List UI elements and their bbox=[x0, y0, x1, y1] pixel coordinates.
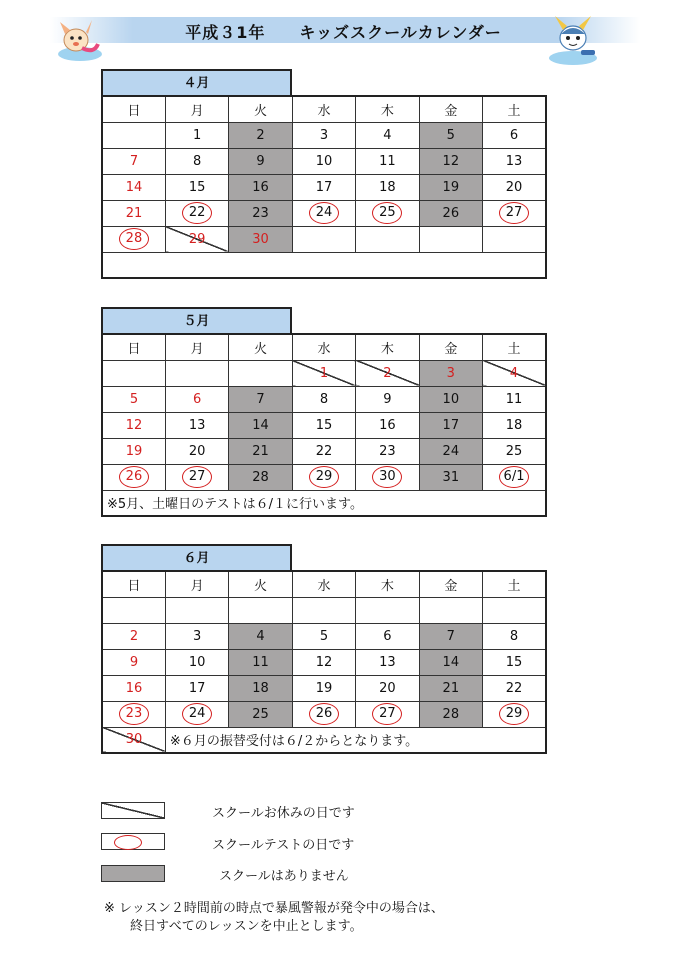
day-cell bbox=[356, 623, 419, 649]
day-number: 29 bbox=[499, 703, 529, 725]
month-tab-april: ４月 bbox=[101, 69, 292, 96]
day-number: 16 bbox=[379, 417, 396, 433]
day-number: 13 bbox=[379, 654, 396, 670]
day-number: 16 bbox=[125, 680, 143, 696]
day-number: 8 bbox=[319, 391, 329, 407]
day-cell bbox=[165, 412, 228, 438]
day-cell bbox=[356, 675, 419, 701]
day-cell bbox=[102, 174, 165, 200]
day-number: 5 bbox=[129, 391, 139, 407]
day-number: 23 bbox=[119, 703, 149, 725]
month-note bbox=[102, 252, 546, 278]
day-cell bbox=[356, 226, 419, 252]
day-cell bbox=[102, 727, 165, 753]
calendar-may bbox=[101, 333, 547, 517]
day-number: 22 bbox=[182, 202, 212, 224]
day-cell bbox=[292, 386, 355, 412]
weekday-header: 火 bbox=[229, 334, 292, 360]
day-cell bbox=[102, 649, 165, 675]
day-number: 21 bbox=[252, 443, 269, 459]
week-row bbox=[102, 200, 546, 226]
day-cell bbox=[292, 122, 355, 148]
day-number: 10 bbox=[442, 391, 460, 407]
day-cell bbox=[483, 412, 546, 438]
day-cell bbox=[483, 649, 546, 675]
day-number: 25 bbox=[372, 202, 402, 224]
week-row bbox=[102, 675, 546, 701]
day-cell bbox=[356, 438, 419, 464]
day-cell bbox=[165, 438, 228, 464]
day-cell bbox=[102, 438, 165, 464]
day-cell bbox=[292, 464, 355, 490]
week-row bbox=[102, 148, 546, 174]
day-cell bbox=[292, 597, 355, 623]
day-number: 29 bbox=[188, 231, 206, 247]
day-cell bbox=[419, 226, 482, 252]
day-number: 28 bbox=[252, 469, 269, 485]
day-number: 25 bbox=[505, 443, 523, 459]
weekday-header: 日 bbox=[102, 571, 165, 597]
day-number: 14 bbox=[442, 654, 460, 670]
day-number: 17 bbox=[188, 680, 206, 696]
mascot-right-icon bbox=[545, 12, 601, 66]
day-cell bbox=[165, 623, 228, 649]
legend-closed-label: スクールお休みの日です bbox=[212, 806, 355, 821]
day-number: 7 bbox=[256, 391, 265, 407]
day-number: 6 bbox=[192, 391, 202, 407]
page-title: 平成３1年 キッズスクールカレンダー bbox=[185, 23, 502, 42]
day-cell bbox=[165, 597, 228, 623]
day-cell bbox=[419, 438, 482, 464]
day-number: 22 bbox=[315, 443, 333, 459]
day-cell bbox=[165, 122, 228, 148]
day-number: 18 bbox=[505, 417, 523, 433]
day-number: 8 bbox=[192, 153, 202, 169]
week-row bbox=[102, 360, 546, 386]
weekday-header: 日 bbox=[102, 96, 165, 122]
day-cell bbox=[102, 386, 165, 412]
day-cell bbox=[419, 360, 482, 386]
day-cell bbox=[292, 675, 355, 701]
weekday-header: 火 bbox=[229, 571, 292, 597]
weekday-header: 木 bbox=[356, 96, 419, 122]
day-cell bbox=[102, 226, 165, 252]
day-number: 2 bbox=[383, 365, 392, 381]
week-row bbox=[102, 649, 546, 675]
day-cell bbox=[419, 701, 482, 727]
weekday-header-row bbox=[102, 96, 546, 122]
weekday-header: 火 bbox=[229, 96, 292, 122]
day-number: 13 bbox=[505, 153, 523, 169]
day-cell bbox=[102, 675, 165, 701]
day-number: 3 bbox=[319, 127, 329, 143]
week-row bbox=[102, 226, 546, 252]
day-number: 8 bbox=[509, 628, 519, 644]
day-number: 4 bbox=[509, 365, 519, 381]
day-cell bbox=[483, 675, 546, 701]
day-cell bbox=[356, 649, 419, 675]
day-cell bbox=[102, 360, 165, 386]
day-number: 30 bbox=[252, 231, 269, 247]
day-cell bbox=[483, 597, 546, 623]
day-cell bbox=[165, 649, 228, 675]
calendar-june bbox=[101, 570, 547, 754]
day-number: 9 bbox=[129, 654, 139, 670]
day-number: 15 bbox=[315, 417, 333, 433]
weekday-header: 金 bbox=[419, 571, 482, 597]
day-cell bbox=[356, 412, 419, 438]
day-number: 23 bbox=[379, 443, 396, 459]
day-number: 6 bbox=[509, 127, 519, 143]
day-number: 6/1 bbox=[499, 466, 529, 488]
day-cell bbox=[229, 701, 292, 727]
weekday-header: 金 bbox=[419, 96, 482, 122]
day-cell bbox=[483, 438, 546, 464]
day-cell bbox=[165, 174, 228, 200]
month-note: ※5月、土曜日のテストは６/１に行います。 bbox=[102, 490, 546, 516]
day-number: 24 bbox=[182, 703, 212, 725]
day-number: 12 bbox=[125, 417, 143, 433]
day-cell bbox=[165, 360, 228, 386]
note-row bbox=[102, 252, 546, 278]
day-cell bbox=[165, 675, 228, 701]
day-number: 23 bbox=[252, 205, 269, 221]
day-cell bbox=[483, 200, 546, 226]
day-number: 22 bbox=[505, 680, 523, 696]
week-row bbox=[102, 701, 546, 727]
weekday-header: 月 bbox=[165, 571, 228, 597]
legend-no-school-swatch bbox=[101, 865, 165, 882]
day-cell bbox=[229, 174, 292, 200]
weekday-header: 木 bbox=[356, 334, 419, 360]
day-cell bbox=[419, 412, 482, 438]
day-number: 28 bbox=[442, 706, 460, 722]
day-cell bbox=[165, 386, 228, 412]
weekday-header: 月 bbox=[165, 96, 228, 122]
day-cell bbox=[419, 649, 482, 675]
day-number: 20 bbox=[505, 179, 523, 195]
day-number: 21 bbox=[125, 205, 143, 221]
weekday-header-row bbox=[102, 571, 546, 597]
day-cell bbox=[356, 200, 419, 226]
footnote-line-2: 終日すべてのレッスンを中止とします。 bbox=[104, 919, 363, 934]
weekday-header: 土 bbox=[483, 334, 546, 360]
day-cell bbox=[292, 412, 355, 438]
day-number: 5 bbox=[446, 127, 455, 143]
day-cell bbox=[356, 597, 419, 623]
day-cell bbox=[292, 360, 355, 386]
day-cell bbox=[356, 386, 419, 412]
day-cell bbox=[356, 464, 419, 490]
day-cell bbox=[102, 464, 165, 490]
month-tab-june: ６月 bbox=[101, 544, 292, 571]
day-cell bbox=[356, 701, 419, 727]
week-row bbox=[102, 386, 546, 412]
day-number: 3 bbox=[446, 365, 455, 381]
day-cell bbox=[292, 200, 355, 226]
day-number: 11 bbox=[505, 391, 523, 407]
footnote-line-1: ※ レッスン２時間前の時点で暴風警報が発令中の場合は、 bbox=[104, 901, 444, 916]
day-cell bbox=[102, 597, 165, 623]
day-cell bbox=[419, 122, 482, 148]
day-number: 14 bbox=[125, 179, 143, 195]
weekday-header: 水 bbox=[292, 334, 355, 360]
day-number: 17 bbox=[442, 417, 460, 433]
day-number: 15 bbox=[188, 179, 206, 195]
day-number: 12 bbox=[442, 153, 460, 169]
day-number: 15 bbox=[505, 654, 523, 670]
day-number: 26 bbox=[442, 205, 460, 221]
day-cell bbox=[356, 360, 419, 386]
day-number: 19 bbox=[315, 680, 333, 696]
legend-no-school-label: スクールはありません bbox=[219, 869, 349, 884]
day-cell bbox=[483, 174, 546, 200]
day-number: 2 bbox=[256, 127, 265, 143]
day-cell bbox=[229, 649, 292, 675]
day-cell bbox=[419, 675, 482, 701]
day-cell bbox=[229, 412, 292, 438]
day-number: 18 bbox=[379, 179, 396, 195]
weekday-header: 日 bbox=[102, 334, 165, 360]
day-cell bbox=[229, 438, 292, 464]
day-cell bbox=[292, 226, 355, 252]
day-cell bbox=[102, 412, 165, 438]
day-number: 11 bbox=[252, 654, 269, 670]
day-cell bbox=[483, 148, 546, 174]
day-number: 7 bbox=[129, 153, 139, 169]
day-cell bbox=[229, 122, 292, 148]
week-row bbox=[102, 623, 546, 649]
day-number: 26 bbox=[119, 466, 149, 488]
day-cell bbox=[229, 464, 292, 490]
day-number: 10 bbox=[188, 654, 206, 670]
day-number: 3 bbox=[192, 628, 202, 644]
week-row bbox=[102, 727, 546, 753]
day-cell bbox=[292, 623, 355, 649]
day-number: 6 bbox=[383, 628, 392, 644]
mascot-left-icon bbox=[52, 14, 104, 64]
day-cell bbox=[419, 148, 482, 174]
day-number: 4 bbox=[383, 127, 392, 143]
day-cell bbox=[483, 386, 546, 412]
day-cell bbox=[229, 148, 292, 174]
day-cell bbox=[102, 200, 165, 226]
day-cell bbox=[165, 200, 228, 226]
weekday-header: 月 bbox=[165, 334, 228, 360]
day-number: 17 bbox=[315, 179, 333, 195]
day-cell bbox=[292, 174, 355, 200]
day-number: 31 bbox=[442, 469, 460, 485]
day-number: 2 bbox=[129, 628, 139, 644]
day-cell bbox=[229, 226, 292, 252]
note-row bbox=[102, 490, 546, 516]
day-cell bbox=[356, 174, 419, 200]
day-number: 24 bbox=[309, 202, 339, 224]
legend-closed-swatch bbox=[101, 802, 165, 819]
day-number: 16 bbox=[252, 179, 269, 195]
weekday-header: 金 bbox=[419, 334, 482, 360]
day-cell bbox=[419, 386, 482, 412]
day-number: 20 bbox=[379, 680, 396, 696]
day-cell bbox=[483, 122, 546, 148]
day-number: 9 bbox=[256, 153, 265, 169]
day-number: 9 bbox=[383, 391, 392, 407]
week-row bbox=[102, 438, 546, 464]
weekday-header: 木 bbox=[356, 571, 419, 597]
day-cell bbox=[356, 122, 419, 148]
weekday-header: 水 bbox=[292, 571, 355, 597]
day-number: 24 bbox=[442, 443, 460, 459]
week-row bbox=[102, 597, 546, 623]
day-cell bbox=[483, 360, 546, 386]
weekday-header: 水 bbox=[292, 96, 355, 122]
week-row bbox=[102, 412, 546, 438]
day-number: 30 bbox=[125, 732, 143, 748]
day-cell bbox=[483, 464, 546, 490]
weekday-header: 土 bbox=[483, 96, 546, 122]
day-number: 27 bbox=[499, 202, 529, 224]
day-number: 1 bbox=[192, 127, 202, 143]
weekday-header: 土 bbox=[483, 571, 546, 597]
day-number: 27 bbox=[182, 466, 212, 488]
day-number: 12 bbox=[315, 654, 333, 670]
day-number: 7 bbox=[446, 628, 455, 644]
day-cell bbox=[292, 148, 355, 174]
day-cell bbox=[229, 597, 292, 623]
day-number: 11 bbox=[379, 153, 396, 169]
day-number: 20 bbox=[188, 443, 206, 459]
day-number: 19 bbox=[125, 443, 143, 459]
day-cell bbox=[419, 623, 482, 649]
day-cell bbox=[229, 675, 292, 701]
day-number: 14 bbox=[252, 417, 269, 433]
month-note: ※６月の振替受付は６/２からとなります。 bbox=[165, 727, 546, 753]
month-tab-may: ５月 bbox=[101, 307, 292, 334]
week-row bbox=[102, 464, 546, 490]
weekday-header-row bbox=[102, 334, 546, 360]
week-row bbox=[102, 174, 546, 200]
legend-test-swatch bbox=[101, 833, 165, 850]
day-cell bbox=[419, 464, 482, 490]
day-number: 5 bbox=[319, 628, 329, 644]
day-cell bbox=[483, 701, 546, 727]
day-number: 18 bbox=[252, 680, 269, 696]
day-cell bbox=[102, 623, 165, 649]
day-number: 29 bbox=[309, 466, 339, 488]
day-cell bbox=[165, 701, 228, 727]
day-cell bbox=[356, 148, 419, 174]
day-cell bbox=[165, 464, 228, 490]
day-cell bbox=[102, 122, 165, 148]
day-cell bbox=[165, 148, 228, 174]
day-cell bbox=[483, 623, 546, 649]
day-number: 1 bbox=[319, 365, 329, 381]
day-cell bbox=[102, 148, 165, 174]
day-cell bbox=[229, 623, 292, 649]
day-number: 30 bbox=[372, 466, 402, 488]
day-cell bbox=[292, 701, 355, 727]
day-cell bbox=[229, 386, 292, 412]
day-cell bbox=[102, 701, 165, 727]
legend-test-label: スクールテストの日です bbox=[212, 838, 355, 853]
week-row bbox=[102, 122, 546, 148]
day-cell bbox=[229, 360, 292, 386]
day-cell bbox=[229, 200, 292, 226]
day-number: 25 bbox=[252, 706, 269, 722]
day-number: 13 bbox=[188, 417, 206, 433]
day-cell bbox=[419, 174, 482, 200]
day-number: 26 bbox=[309, 703, 339, 725]
day-number: 4 bbox=[256, 628, 265, 644]
day-number: 28 bbox=[119, 228, 149, 250]
day-number: 27 bbox=[372, 703, 402, 725]
day-cell bbox=[165, 226, 228, 252]
day-cell bbox=[483, 226, 546, 252]
calendar-april bbox=[101, 95, 547, 279]
day-cell bbox=[292, 649, 355, 675]
day-number: 10 bbox=[315, 153, 333, 169]
day-cell bbox=[292, 438, 355, 464]
day-number: 19 bbox=[442, 179, 460, 195]
day-cell bbox=[419, 200, 482, 226]
day-number: 21 bbox=[442, 680, 460, 696]
day-cell bbox=[419, 597, 482, 623]
